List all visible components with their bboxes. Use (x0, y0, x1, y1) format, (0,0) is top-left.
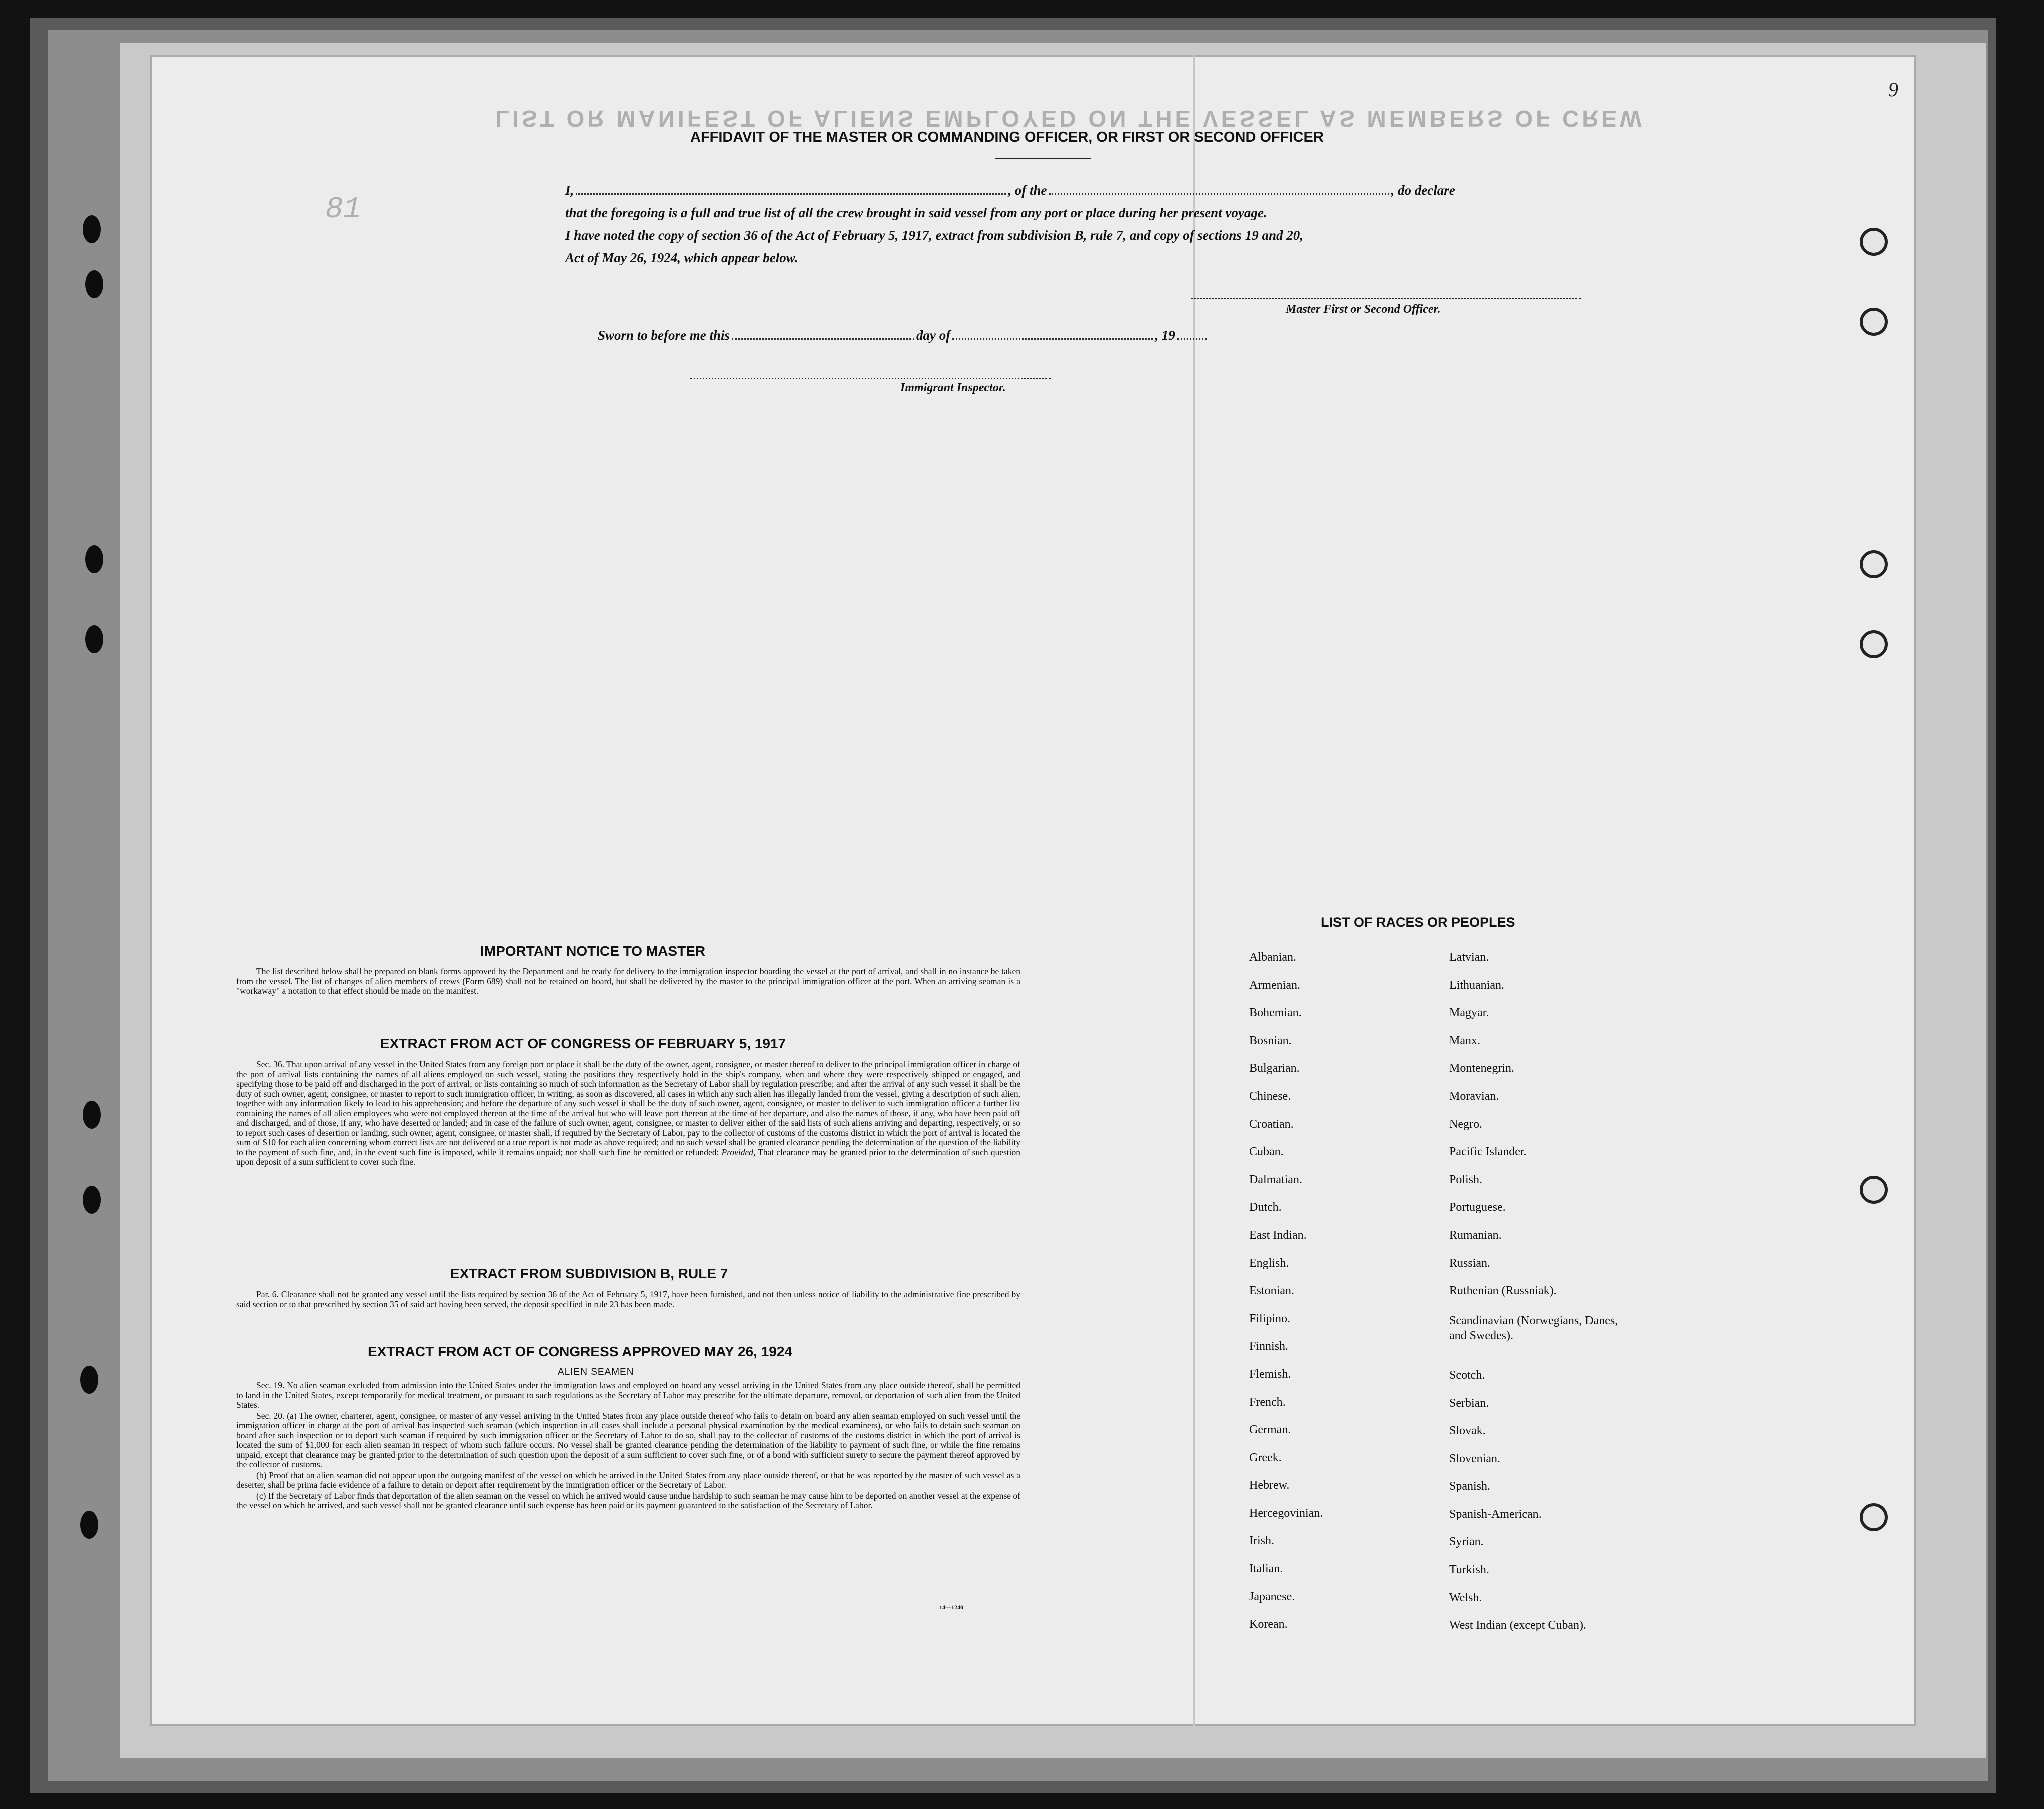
race-item: Hercegovinian. (1249, 1506, 1323, 1520)
sec19-label: Sec. 19. (256, 1380, 285, 1390)
extract-1917-body (236, 1060, 1020, 1168)
race-item: Finnish. (1249, 1340, 1289, 1353)
race-item: Slovenian. (1449, 1452, 1500, 1465)
affidavit-title: AFFIDAVIT OF THE MASTER OR COMMANDING OFFICER, OR FIRST OR SECOND OFFICER (690, 129, 1324, 145)
binder-hole (85, 625, 103, 653)
race-item: Korean. (1249, 1618, 1288, 1631)
sworn-line (598, 328, 1209, 343)
race-item: French. (1249, 1395, 1286, 1409)
race-item: Italian. (1249, 1562, 1283, 1576)
sworn-year-blank[interactable] (1177, 338, 1207, 340)
race-item: Bosnian. (1249, 1034, 1292, 1047)
race-item: Dalmatian. (1249, 1173, 1302, 1186)
affidavit-line-4: Act of May 26, 1924, which appear below. (565, 250, 798, 265)
race-item: Flemish. (1249, 1367, 1291, 1381)
race-item: Dutch. (1249, 1201, 1282, 1214)
race-item: Albanian. (1249, 951, 1296, 964)
vessel-blank[interactable] (1049, 193, 1389, 195)
binder-hole (85, 270, 103, 298)
binder-ring (1860, 550, 1888, 578)
notice-body (236, 967, 1020, 997)
race-item: Turkish. (1449, 1563, 1489, 1577)
sworn-day-blank[interactable] (732, 338, 914, 340)
race-item: Bohemian. (1249, 1006, 1302, 1020)
extract-rule7-body (236, 1290, 1020, 1310)
binder-hole (80, 1366, 98, 1394)
binder-hole (83, 215, 101, 243)
race-item: Magyar. (1449, 1006, 1489, 1020)
name-blank[interactable] (576, 193, 1006, 195)
binder-hole (83, 1186, 101, 1214)
race-item: East Indian. (1249, 1228, 1307, 1242)
binder-ring (1860, 1176, 1888, 1204)
race-item: Russian. (1449, 1256, 1491, 1270)
affidavit-line-3: I have noted the copy of section 36 of the Act of February 5, 1917, extract from subdivision B, rule 7, and copy of sections 19 and 20, (565, 228, 1303, 243)
bleed-through-number: 81 (325, 193, 362, 227)
race-item: Bulgarian. (1249, 1062, 1300, 1075)
master-signature-line[interactable] (1191, 298, 1581, 299)
race-item: Manx. (1449, 1034, 1480, 1047)
sec19-text: No alien seaman excluded from admission into the United States under the immigration laws and employed on board any vessel arriving in the United States from any place outside thereof, shall be permitted to land in the United States, except temporarily for medical treatment, or pursuant to such regulations as the Secretary of Labor may prescribe for the ultimate departure, removal, or deportation of such alien from the United States. (236, 1380, 1021, 1410)
sworn-month-blank[interactable] (952, 338, 1153, 340)
race-item: Irish. (1249, 1534, 1274, 1548)
race-item: Moravian. (1449, 1089, 1499, 1103)
binder-hole (80, 1511, 98, 1539)
race-item: Spanish. (1449, 1480, 1491, 1493)
extract-rule7-title: EXTRACT FROM SUBDIVISION B, RULE 7 (450, 1266, 728, 1281)
race-item: Cuban. (1249, 1145, 1284, 1159)
binder-ring (1860, 630, 1888, 658)
notice-title: IMPORTANT NOTICE TO MASTER (480, 943, 706, 959)
race-item: Polish. (1449, 1173, 1483, 1186)
manifest-page (150, 55, 1916, 1726)
race-item: Croatian. (1249, 1117, 1294, 1131)
sec36-text: That upon arrival of any vessel in the United States from any foreign port or place it shall be the duty of the owner, agent, consignee, or master thereof to deliver to the principal immigration officer in charge of the port of arrival lists containing the names of all aliens employed on such vessel, stating the positions they respectively hold in the ship's company, when and where they were respectively shipped or engaged, and specifying those to be paid off and discharged in the port of arrival; or lists containing so much of such information as the Secretary of Labor shall by regulation prescribe; and after the arrival of any such vessel it shall be the duty of such owner, agent, consignee, or master to report to such immigration officer, in writing, as soon as discovered, all cases in which any such alien has illegally landed from the vessel, giving a description of such alien, together with any information likely to lead to his apprehension; and before the departure of any such vessel it shall be the duty of such owner, agent, consignee, or master to deliver to such immigration officer a further list containing the names of all alien employees who were not employed thereon at the time of the arrival but who will leave port thereon at the time of her departure, and also the names of those, if any, who have been paid off and discharged, and of those, if any, who have deserted or landed; and in case of the failure of such owner, agent, consignee, or master to deliver either of the said lists of such aliens arriving and departing, respectively, or so to report such cases of desertion or landing, such owner, agent, consignee, or master shall, if required by the Secretary of Labor, pay to the collector of customs of the customs district in which the port of arrival is located the sum of $10 for each alien concerning whom correct lists are not delivered or a true report is not made as above required; and no such vessel shall be granted clearance pending the determination of the question of the liability to the payment of such fine, and, in the event such fine is imposed, while it remains unpaid; nor shall such fine be remitted or refunded: (236, 1059, 1020, 1157)
sec20-label: Sec. 20. (a) (256, 1410, 297, 1421)
race-item: Latvian. (1449, 951, 1489, 964)
binder-hole (85, 545, 103, 573)
binder-ring (1860, 228, 1888, 256)
race-item: West Indian (except Cuban). (1449, 1619, 1586, 1632)
inspector-label: Immigrant Inspector. (900, 381, 1006, 394)
extract-1924-body (236, 1381, 1020, 1512)
race-item: Japanese. (1249, 1590, 1295, 1603)
inspector-signature-line[interactable] (690, 378, 1051, 379)
sec36-label: Sec. 36. (256, 1059, 284, 1069)
affidavit-i: I, (565, 183, 574, 198)
corner-number: 9 (1888, 78, 1898, 101)
binder-hole (83, 1101, 101, 1129)
form-code: 14—1240 (939, 1604, 963, 1611)
race-item-scandinavian: Scandinavian (Norwegians, Danes, and Swedes). (1449, 1314, 1618, 1342)
sec36-provided: Provided, (721, 1147, 756, 1157)
alien-seamen-subtitle: ALIEN SEAMEN (558, 1367, 634, 1377)
affidavit-line-2: that the foregoing is a full and true list of all the crew brought in said vessel from any port or place during her present voyage. (565, 205, 1267, 220)
title-rule (995, 158, 1091, 159)
page-fold (1193, 55, 1195, 1726)
race-item: Negro. (1449, 1117, 1482, 1131)
race-item: Spanish-American. (1449, 1507, 1542, 1521)
notice-paragraph: The list described below shall be prepared on blank forms approved by the Department and be ready for delivery to the immigration inspector boarding the vessel at the port of arrival, and shall in no instance be taken from the vessel. The list of changes of alien members of crews (Form 689) shall not be retained on board, but shall be delivered by the master to the principal immigration officer at the port. When an arriving seaman is a "workaway" a notation to that effect should be made on the manifest. (236, 966, 1020, 996)
races-title: LIST OF RACES OR PEOPLES (1321, 915, 1515, 930)
race-item: Montenegrin. (1449, 1062, 1514, 1075)
race-item: Armenian. (1249, 978, 1300, 992)
sec36-text-b: That clearance may be granted prior to the determination of such question upon deposit of a sum sufficient to cover such fine. (236, 1147, 1020, 1167)
race-item: Greek. (1249, 1451, 1282, 1464)
sec20b-text: (b) Proof that an alien seaman did not appear upon the outgoing manifest of the vessel on which he arrived in the United States from any place outside thereof, or that he was reported by the master of such vessel as a deserter, shall be prima facie evidence of a failure to detain or deport after requirement by the immigration officer or the Secretary of Labor. (236, 1470, 1020, 1490)
bleed-through-header: LIST OR MANIFEST OF ALIENS EMPLOYED ON THE VESSEL AS MEMBERS OF CREW (495, 106, 1645, 132)
race-item: Filipino. (1249, 1312, 1291, 1325)
affidavit-of-the: , of the (1008, 183, 1047, 198)
binder-ring (1860, 1503, 1888, 1531)
binder-ring (1860, 308, 1888, 336)
race-item: Welsh. (1449, 1591, 1482, 1604)
sworn-prefix: Sworn to before me this (598, 328, 730, 343)
races-left-column (1249, 951, 1323, 1646)
race-item: English. (1249, 1256, 1289, 1270)
affidavit-line-1 (565, 183, 1455, 198)
extract-1924-title: EXTRACT FROM ACT OF CONGRESS APPROVED MAY 26, 1924 (368, 1344, 792, 1359)
race-item: Syrian. (1449, 1535, 1484, 1549)
race-item: Slovak. (1449, 1424, 1486, 1438)
master-label: Master First or Second Officer. (1286, 303, 1441, 316)
race-item: Ruthenian (Russniak). (1449, 1284, 1557, 1298)
sworn-year: , 19 (1155, 328, 1175, 343)
race-item: Hebrew. (1249, 1479, 1290, 1492)
sec20c-text: (c) If the Secretary of Labor finds that deportation of the alien seaman on the vessel on which he arrived would cause undue hardship to such seaman he may cause him to be deported on another vessel at the expense of the vessel on which he arrived, and such vessel shall not be granted clearance until such expense has been paid or its payment guaranteed to the satisfaction of the Secretary of Labor. (236, 1490, 1020, 1510)
race-item: Estonian. (1249, 1284, 1294, 1298)
races-right-column (1449, 951, 1634, 1647)
race-item: Rumanian. (1449, 1228, 1502, 1242)
race-item: Portuguese. (1449, 1201, 1506, 1214)
race-item: Lithuanian. (1449, 978, 1504, 992)
race-item: Pacific Islander. (1449, 1145, 1527, 1159)
rule7-paragraph: Par. 6. Clearance shall not be granted any vessel until the lists required by section 36 of the Act of February 5, 1917, have been furnished, and not then unless notice of liability to the administrative fine prescribed by said section or to that prescribed by section 35 of said act having been served, the deposit specified in rule 23 has been made. (236, 1289, 1020, 1309)
sworn-day-of: day of (916, 328, 951, 343)
sec20a-text: The owner, charterer, agent, consignee, or master of any vessel arriving in the United States from any place outside thereof who fails to detain on board any alien seaman employed on such vessel until the immigration officer in charge at the port of arrival has inspected such seaman (which inspection in all cases shall include a personal physical examination by the medical examiners), or who fails to detain such seaman on board after such inspection or to deport such seaman if required by such immigration officer or the Secretary of Labor to do so, shall pay to the collector of customs of the customs district in which the port of arrival is located the sum of $1,000 for each alien seaman in respect of whom such failure occurs. No vessel shall be granted clearance pending the determination of the liability to payment of such fine, or while the fine remains unpaid, except that clearance may be granted prior to the determination of such question upon the deposit of a sum sufficient to cover such fine, or of a bond with sufficient surety to secure the payment thereof approved by the collector of customs. (236, 1410, 1020, 1469)
race-item: Scotch. (1449, 1368, 1485, 1382)
extract-1917-title: EXTRACT FROM ACT OF CONGRESS OF FEBRUARY 5, 1917 (380, 1036, 786, 1051)
race-item: Serbian. (1449, 1396, 1489, 1410)
race-item: Chinese. (1249, 1089, 1291, 1103)
affidavit-declare: , do declare (1391, 183, 1455, 198)
race-item: German. (1249, 1423, 1291, 1437)
